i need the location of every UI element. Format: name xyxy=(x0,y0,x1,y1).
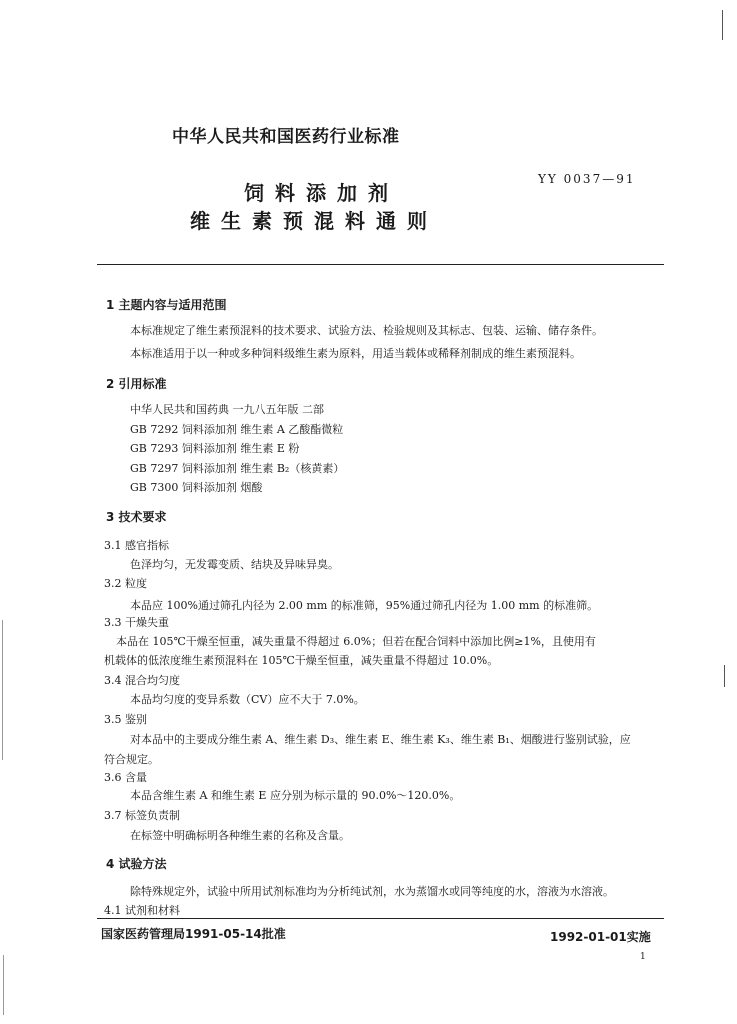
reference-item: GB 7300 饲料添加剂 烟酸 xyxy=(130,481,263,494)
approval-date: 国家医药管理局1991-05-14批准 xyxy=(101,927,286,941)
paragraph: 除特殊规定外，试验中所用试剂标准均为分析纯试剂，水为蒸馏水或同等纯度的水，溶液为水溶液。 xyxy=(130,885,614,898)
reference-item: GB 7292 饲料添加剂 维生素 A 乙酸酯微粒 xyxy=(130,423,344,436)
reference-item: GB 7297 饲料添加剂 维生素 B₂（核黄素） xyxy=(130,462,345,475)
section-heading: 1 主题内容与适用范围 xyxy=(106,298,227,312)
paragraph: 本标准适用于以一种或多种饲料级维生素为原料，用适当载体或稀释剂制成的维生素预混料。 xyxy=(130,347,581,360)
paragraph: 本品均匀度的变异系数（CV）应不大于 7.0%。 xyxy=(130,693,365,706)
paragraph: 本标准规定了维生素预混料的技术要求、试验方法、检验规则及其标志、包装、运输、储存条件。 xyxy=(130,324,603,337)
standard-code: YY 0037—91 xyxy=(538,172,636,186)
paragraph: 色泽均匀，无发霉变质、结块及异味异臭。 xyxy=(130,558,339,571)
subsection-heading: 3.4 混合均匀度 xyxy=(104,674,180,687)
header-rule xyxy=(97,264,664,265)
subsection-heading: 3.6 含量 xyxy=(104,771,147,784)
subsection-heading: 3.2 粒度 xyxy=(104,577,147,590)
section-heading: 4 试验方法 xyxy=(106,857,167,871)
scan-edge-mark xyxy=(2,620,3,760)
scan-edge-mark xyxy=(3,955,4,1015)
scan-edge-mark xyxy=(724,665,725,687)
document-title-line2: 维生素预混料通则 xyxy=(190,209,438,233)
paragraph: 对本品中的主要成分维生素 A、维生素 D₃、维生素 E、维生素 K₃、维生素 B₁、烟酸进行鉴别试验，应 xyxy=(130,733,631,746)
section-heading: 3 技术要求 xyxy=(106,510,167,524)
reference-item: 中华人民共和国药典 一九八五年版 二部 xyxy=(130,403,324,416)
subsection-heading: 3.7 标签负责制 xyxy=(104,809,180,822)
section-heading: 2 引用标准 xyxy=(106,377,167,391)
footer-rule xyxy=(97,918,664,919)
paragraph: 本品含维生素 A 和维生素 E 应分别为标示量的 90.0%～120.0%。 xyxy=(130,789,461,802)
paragraph: 符合规定。 xyxy=(104,753,159,766)
organization-title: 中华人民共和国医药行业标准 xyxy=(172,127,400,147)
paragraph: 本品在 105℃干燥至恒重，减失重量不得超过 6.0%；但若在配合饲料中添加比例≥1%，且使用有 xyxy=(116,635,596,648)
paragraph: 本品应 100%通过筛孔内径为 2.00 mm 的标准筛，95%通过筛孔内径为 1.00 mm 的标准筛。 xyxy=(130,599,599,612)
subsection-heading: 3.3 干燥失重 xyxy=(104,616,169,629)
paragraph: 在标签中明确标明各种维生素的名称及含量。 xyxy=(130,829,350,842)
subsection-heading: 3.1 感官指标 xyxy=(104,539,169,552)
implementation-date: 1992-01-01实施 xyxy=(550,930,651,944)
scan-edge-mark xyxy=(722,10,723,40)
subsection-heading: 4.1 试剂和材料 xyxy=(104,904,180,917)
paragraph: 机载体的低浓度维生素预混料在 105℃干燥至恒重，减失重量不得超过 10.0%。 xyxy=(104,654,499,667)
page-number: 1 xyxy=(640,952,646,962)
reference-item: GB 7293 饲料添加剂 维生素 E 粉 xyxy=(130,442,300,455)
document-title-line1: 饲料添加剂 xyxy=(244,181,399,205)
subsection-heading: 3.5 鉴别 xyxy=(104,713,147,726)
